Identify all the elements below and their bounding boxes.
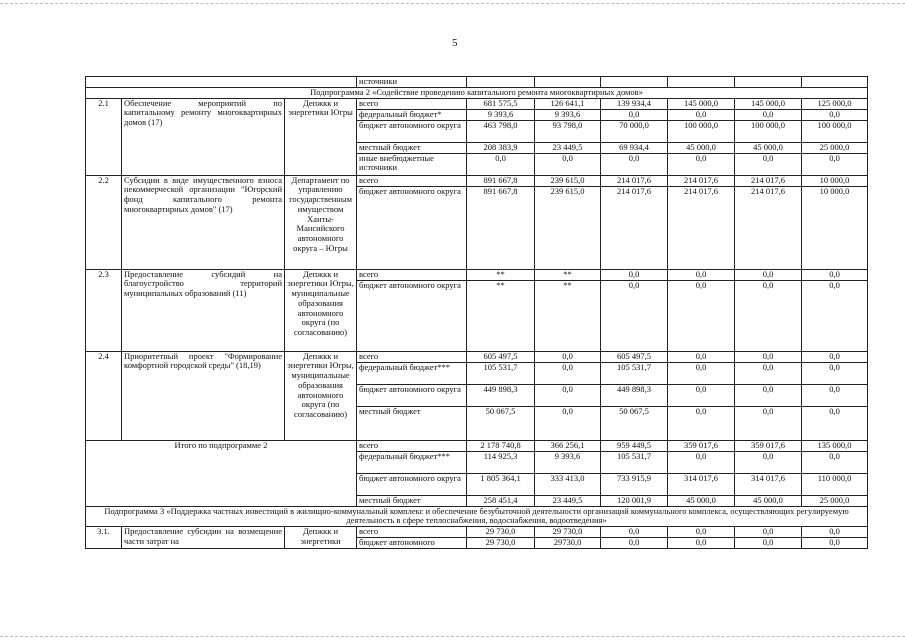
value-cell: 25 000,0 bbox=[802, 142, 868, 153]
value-cell: 0,0 bbox=[668, 406, 735, 440]
source-cell: всего bbox=[357, 269, 467, 280]
total-label: Итого по подпрограмме 2 bbox=[86, 440, 357, 506]
value-cell: 214 017,6 bbox=[601, 175, 668, 186]
value-cell: 0,0 bbox=[668, 351, 735, 362]
value-cell: 0,0 bbox=[601, 538, 668, 549]
source-cell: бюджет автономного округа bbox=[357, 186, 467, 269]
source-cell: бюджет автономного округа bbox=[357, 280, 467, 351]
value-cell: 605 497,5 bbox=[601, 351, 668, 362]
subprogram-2-title: Подпрограмма 2 «Содействие проведению капитального ремонта многоквартирных домов» bbox=[86, 87, 868, 98]
source-cell: бюджет автономного округа bbox=[357, 384, 467, 406]
value-cell: 2 178 740,8 bbox=[467, 440, 535, 451]
item-name: Предоставление субсидий на благоустройство территорий муниципальных образований (11) bbox=[122, 269, 285, 351]
item-executor: Департамент по управлению государственным имуществом Ханты-Мансийского автономного округа – Югры bbox=[285, 175, 357, 269]
source-cell: местный бюджет bbox=[357, 495, 467, 506]
value-cell: 0,0 bbox=[735, 384, 802, 406]
value-cell: 9 393,6 bbox=[535, 109, 601, 120]
value-cell: 214 017,6 bbox=[601, 186, 668, 269]
value-cell: 23 449,5 bbox=[535, 142, 601, 153]
value-cell: 214 017,6 bbox=[668, 186, 735, 269]
value-cell: 125 000,0 bbox=[802, 98, 868, 109]
value-cell: 114 925,3 bbox=[467, 451, 535, 473]
value-cell: 0,0 bbox=[535, 384, 601, 406]
value-cell: 126 641,1 bbox=[535, 98, 601, 109]
value-cell: 9 393,6 bbox=[467, 109, 535, 120]
value-cell: 0,0 bbox=[735, 527, 802, 538]
value-cell: ** bbox=[467, 280, 535, 351]
value-cell: 0,0 bbox=[735, 451, 802, 473]
value-cell bbox=[802, 77, 868, 88]
value-cell: 0,0 bbox=[535, 351, 601, 362]
value-cell: 0,0 bbox=[735, 362, 802, 384]
value-cell: 0,0 bbox=[735, 153, 802, 175]
value-cell: 29 730,0 bbox=[467, 538, 535, 549]
item-number: 2.2 bbox=[86, 175, 122, 269]
source-cell: всего bbox=[357, 527, 467, 538]
value-cell: 45 000,0 bbox=[735, 495, 802, 506]
item-executor: Депжкк и энергетики Югры, муниципальные образования автономного округа (по согласованию) bbox=[285, 269, 357, 351]
item-number: 3.1. bbox=[86, 527, 122, 549]
item-number: 2.1 bbox=[86, 98, 122, 175]
item-name: Субсидии в виде имущественного взноса некоммерческой организации "Югорский фонд капитального ремонта многоквартирных домов" (17) bbox=[122, 175, 285, 269]
value-cell: 45 000,0 bbox=[668, 495, 735, 506]
value-cell: 0,0 bbox=[802, 153, 868, 175]
source-cell: всего bbox=[357, 98, 467, 109]
subprogram-header-row bbox=[86, 87, 868, 98]
value-cell: 0,0 bbox=[601, 153, 668, 175]
value-cell: 449 898,3 bbox=[467, 384, 535, 406]
value-cell: 0,0 bbox=[802, 280, 868, 351]
value-cell: 605 497,5 bbox=[467, 351, 535, 362]
value-cell: 105 531,7 bbox=[467, 362, 535, 384]
value-cell: 0,0 bbox=[668, 384, 735, 406]
value-cell: 70 000,0 bbox=[601, 120, 668, 142]
source-cell: иные внебюджетные источники bbox=[357, 153, 467, 175]
value-cell: ** bbox=[535, 269, 601, 280]
value-cell: 0,0 bbox=[802, 527, 868, 538]
value-cell: 100 000,0 bbox=[802, 120, 868, 142]
value-cell: 45 000,0 bbox=[735, 142, 802, 153]
value-cell: 359 017,6 bbox=[668, 440, 735, 451]
value-cell: 0,0 bbox=[668, 538, 735, 549]
total-row bbox=[86, 440, 868, 451]
value-cell: 29730,0 bbox=[535, 538, 601, 549]
value-cell: ** bbox=[467, 269, 535, 280]
table-row bbox=[86, 98, 868, 109]
item-name: Предоставление субсидии на возмещение части затрат на bbox=[122, 527, 285, 549]
value-cell: 0,0 bbox=[802, 538, 868, 549]
source-cell: федеральный бюджет* bbox=[357, 109, 467, 120]
item-name: Обеспечение мероприятий по капитальному ремонту многоквартирных домов (17) bbox=[122, 98, 285, 175]
value-cell: 139 934,4 bbox=[601, 98, 668, 109]
value-cell bbox=[601, 77, 668, 88]
value-cell: 449 898,3 bbox=[601, 384, 668, 406]
value-cell: 0,0 bbox=[601, 527, 668, 538]
source-cell: источники bbox=[357, 77, 467, 88]
value-cell: 120 001,9 bbox=[601, 495, 668, 506]
value-cell: 314 017,6 bbox=[735, 473, 802, 495]
value-cell: 0,0 bbox=[668, 153, 735, 175]
value-cell: 239 615,0 bbox=[535, 175, 601, 186]
table-row bbox=[86, 351, 868, 362]
value-cell: 463 798,0 bbox=[467, 120, 535, 142]
value-cell: 110 000,0 bbox=[802, 473, 868, 495]
source-cell: всего bbox=[357, 351, 467, 362]
value-cell: 214 017,6 bbox=[668, 175, 735, 186]
value-cell: 0,0 bbox=[802, 406, 868, 440]
scan-top-edge bbox=[0, 3, 905, 4]
value-cell: 359 017,6 bbox=[735, 440, 802, 451]
value-cell: 0,0 bbox=[601, 269, 668, 280]
value-cell: 0,0 bbox=[802, 362, 868, 384]
value-cell: 10 000,0 bbox=[802, 175, 868, 186]
item-executor: Депжкк и энергетики Югры, муниципальные образования автономного округа (по согласованию) bbox=[285, 351, 357, 440]
value-cell bbox=[735, 77, 802, 88]
value-cell: 366 256,1 bbox=[535, 440, 601, 451]
value-cell: 50 067,5 bbox=[467, 406, 535, 440]
value-cell: 258 451,4 bbox=[467, 495, 535, 506]
value-cell: 0,0 bbox=[735, 269, 802, 280]
table-row bbox=[86, 527, 868, 538]
value-cell: 105 531,7 bbox=[601, 451, 668, 473]
value-cell: 333 413,0 bbox=[535, 473, 601, 495]
value-cell: ** bbox=[535, 280, 601, 351]
value-cell: 0,0 bbox=[535, 362, 601, 384]
source-cell: всего bbox=[357, 175, 467, 186]
subprogram-header-row bbox=[86, 506, 868, 527]
value-cell: 0,0 bbox=[735, 109, 802, 120]
value-cell: 0,0 bbox=[668, 362, 735, 384]
value-cell: 29 730,0 bbox=[535, 527, 601, 538]
value-cell: 0,0 bbox=[535, 153, 601, 175]
value-cell: 0,0 bbox=[802, 384, 868, 406]
value-cell: 145 000,0 bbox=[668, 98, 735, 109]
source-cell: федеральный бюджет*** bbox=[357, 362, 467, 384]
carryover-row bbox=[86, 77, 868, 88]
value-cell: 0,0 bbox=[467, 153, 535, 175]
value-cell: 25 000,0 bbox=[802, 495, 868, 506]
value-cell: 93 798,0 bbox=[535, 120, 601, 142]
value-cell: 891 667,8 bbox=[467, 186, 535, 269]
source-cell: бюджет автономного округа bbox=[357, 120, 467, 142]
source-cell: местный бюджет bbox=[357, 142, 467, 153]
value-cell: 145 000,0 bbox=[735, 98, 802, 109]
item-executor: Депжкк и энергетики bbox=[285, 527, 357, 549]
value-cell bbox=[535, 77, 601, 88]
source-cell: бюджет автономного bbox=[357, 538, 467, 549]
value-cell: 959 449,5 bbox=[601, 440, 668, 451]
empty-cell bbox=[86, 77, 357, 88]
value-cell: 29 730,0 bbox=[467, 527, 535, 538]
value-cell: 10 000,0 bbox=[802, 186, 868, 269]
value-cell: 0,0 bbox=[668, 527, 735, 538]
value-cell: 23 449,5 bbox=[535, 495, 601, 506]
item-name: Приоритетный проект "Формирование комфортной городской среды" (18,19) bbox=[122, 351, 285, 440]
value-cell: 0,0 bbox=[668, 269, 735, 280]
subprogram-3-title: Подпрограмма 3 «Поддержка частных инвестиций в жилищно-коммунальный комплекс и обеспечение безубыточной деятельности организаций коммунального комплекса, осуществляющих регулируемую деятельность в сфере теплоснабжения, водоснабжения, водоотведения» bbox=[86, 506, 868, 527]
value-cell: 0,0 bbox=[735, 406, 802, 440]
value-cell: 0,0 bbox=[802, 109, 868, 120]
value-cell: 135 000,0 bbox=[802, 440, 868, 451]
value-cell: 208 383,9 bbox=[467, 142, 535, 153]
source-cell: бюджет автономного округа bbox=[357, 473, 467, 495]
value-cell: 733 915,9 bbox=[601, 473, 668, 495]
value-cell: 0,0 bbox=[802, 451, 868, 473]
value-cell: 100 000,0 bbox=[668, 120, 735, 142]
item-number: 2.4 bbox=[86, 351, 122, 440]
value-cell: 0,0 bbox=[668, 280, 735, 351]
value-cell: 0,0 bbox=[735, 538, 802, 549]
value-cell: 1 805 364,1 bbox=[467, 473, 535, 495]
value-cell: 50 067,5 bbox=[601, 406, 668, 440]
source-cell: местный бюджет bbox=[357, 406, 467, 440]
value-cell: 0,0 bbox=[802, 269, 868, 280]
value-cell: 0,0 bbox=[735, 351, 802, 362]
value-cell: 0,0 bbox=[802, 351, 868, 362]
value-cell: 105 531,7 bbox=[601, 362, 668, 384]
budget-table bbox=[85, 76, 868, 549]
value-cell: 681 575,5 bbox=[467, 98, 535, 109]
value-cell: 100 000,0 bbox=[735, 120, 802, 142]
value-cell: 891 667,8 bbox=[467, 175, 535, 186]
table-row bbox=[86, 269, 868, 280]
value-cell: 0,0 bbox=[535, 406, 601, 440]
value-cell bbox=[467, 77, 535, 88]
value-cell: 214 017,6 bbox=[735, 186, 802, 269]
value-cell: 0,0 bbox=[668, 451, 735, 473]
value-cell: 45 000,0 bbox=[668, 142, 735, 153]
value-cell: 9 393,6 bbox=[535, 451, 601, 473]
value-cell bbox=[668, 77, 735, 88]
table-row bbox=[86, 175, 868, 186]
value-cell: 314 017,6 bbox=[668, 473, 735, 495]
source-cell: всего bbox=[357, 440, 467, 451]
item-number: 2.3 bbox=[86, 269, 122, 351]
value-cell: 239 615,0 bbox=[535, 186, 601, 269]
item-executor: Депжкк и энергетики Югры bbox=[285, 98, 357, 175]
page-number: 5 bbox=[452, 37, 458, 49]
value-cell: 0,0 bbox=[601, 280, 668, 351]
source-cell: федеральный бюджет*** bbox=[357, 451, 467, 473]
value-cell: 0,0 bbox=[668, 109, 735, 120]
value-cell: 69 934,4 bbox=[601, 142, 668, 153]
value-cell: 0,0 bbox=[735, 280, 802, 351]
value-cell: 214 017,6 bbox=[735, 175, 802, 186]
value-cell: 0,0 bbox=[601, 109, 668, 120]
scan-bottom-edge bbox=[0, 636, 905, 637]
